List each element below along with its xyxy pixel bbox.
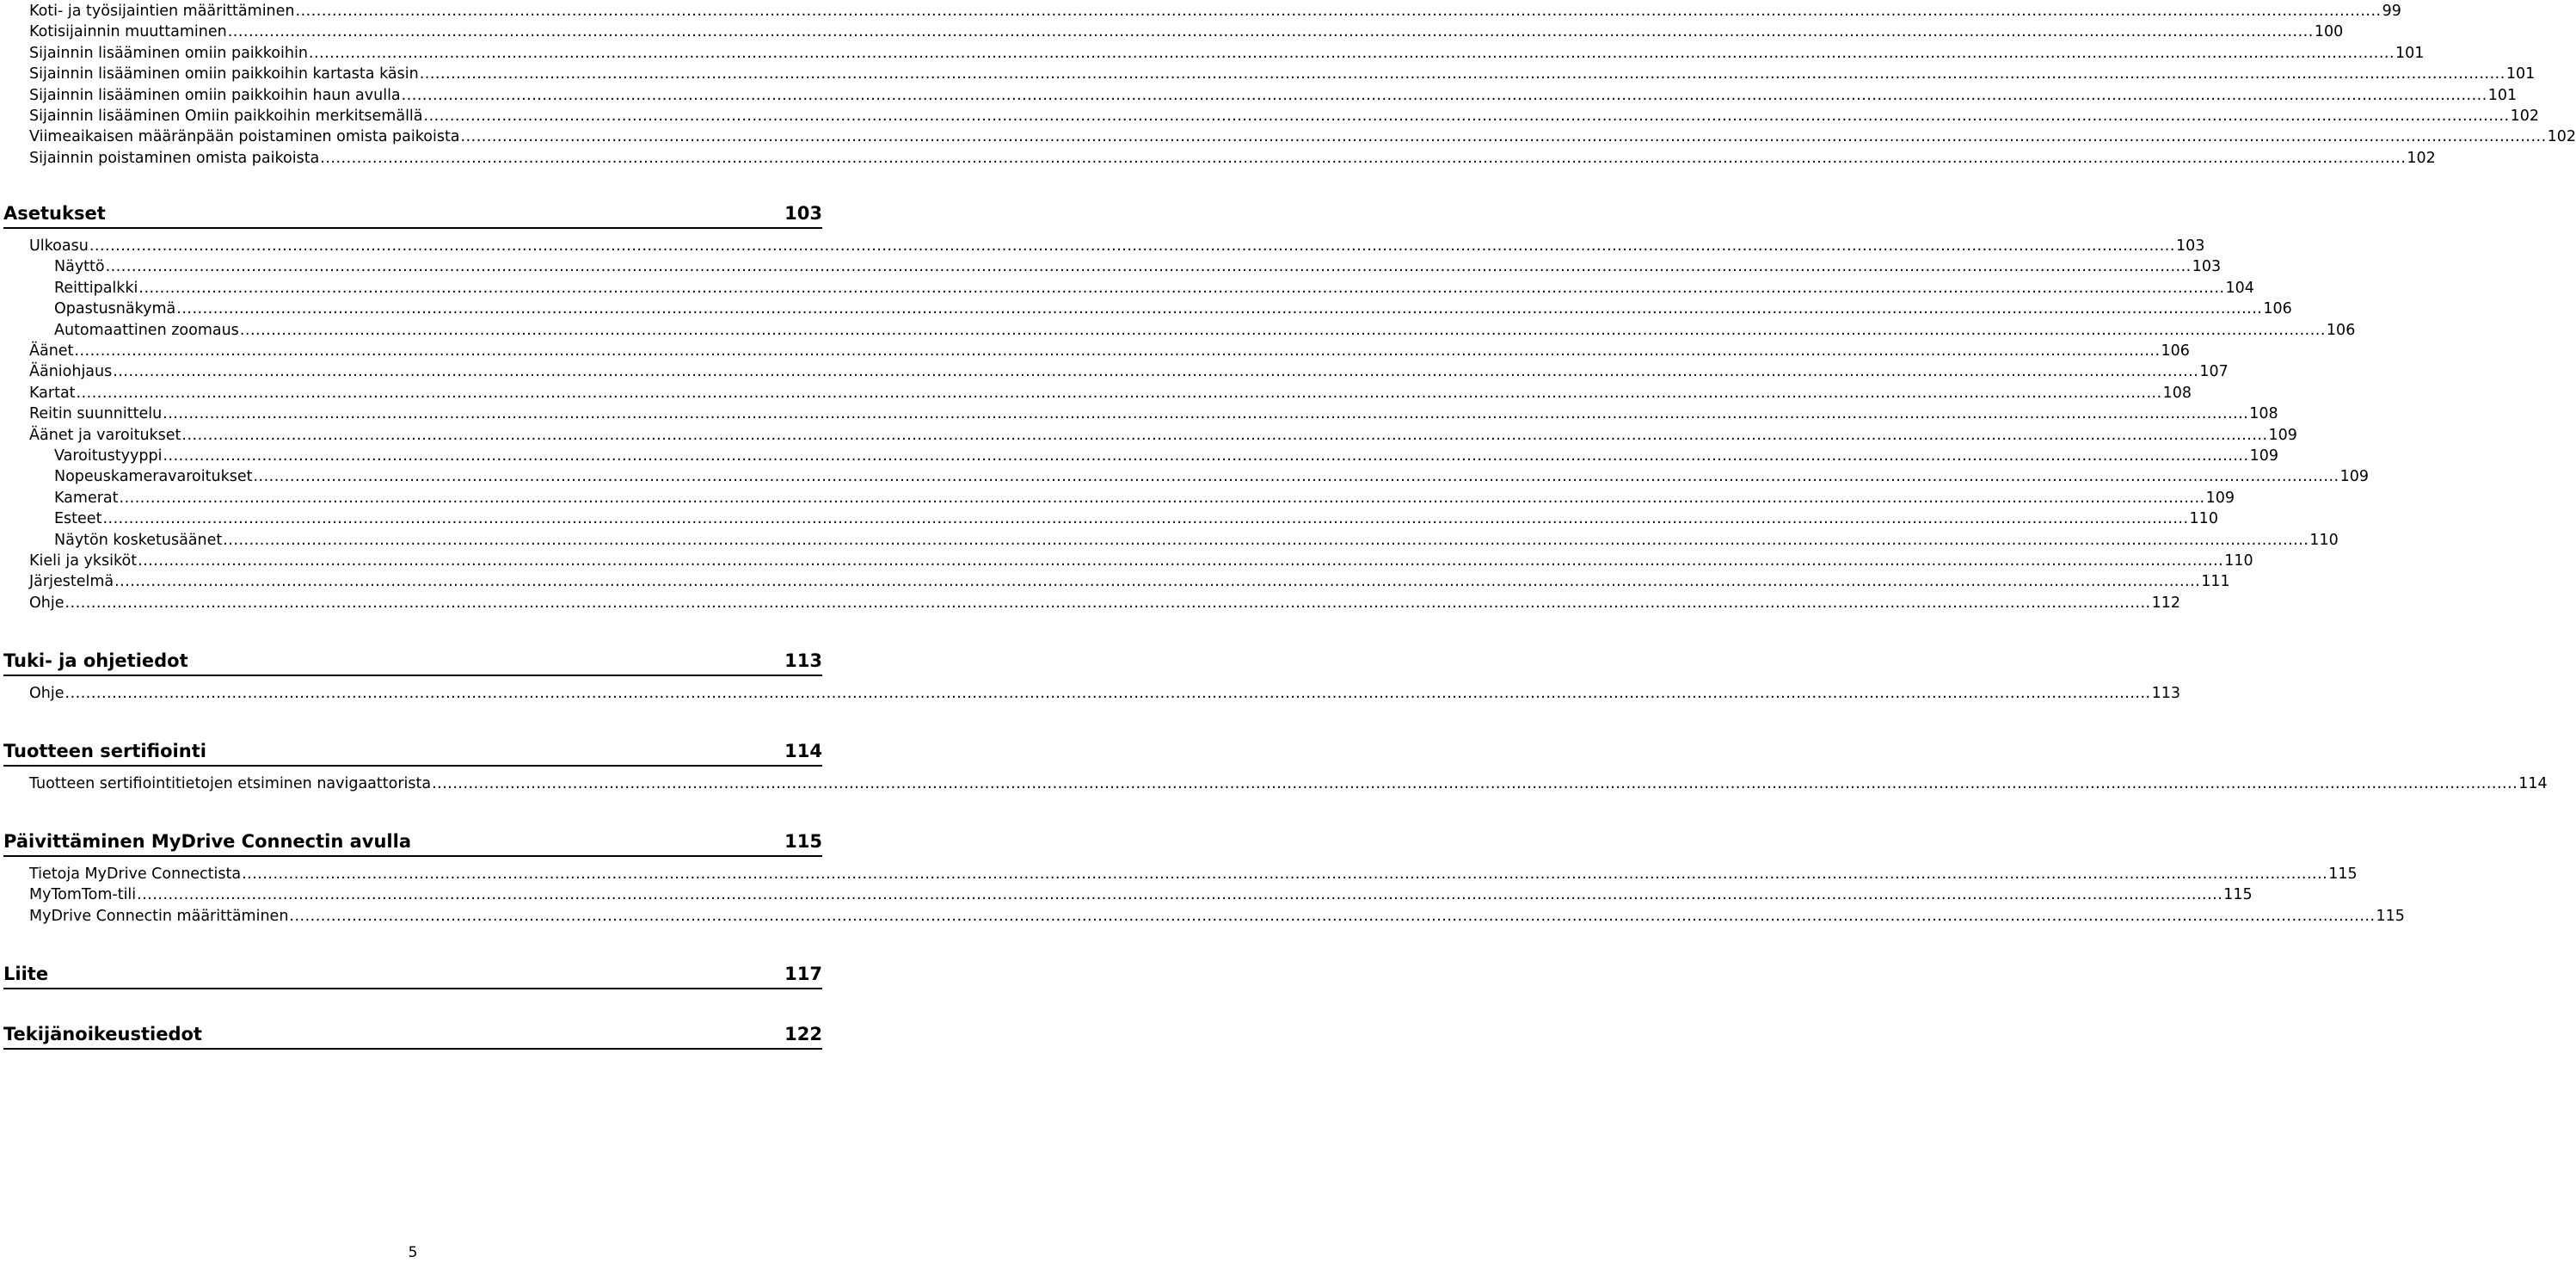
dot-leader: ................................................................................................................................................................................................................................................................................................................................................................................................................ bbox=[163, 447, 2249, 465]
toc-entry[interactable] bbox=[29, 404, 2278, 424]
dot-leader: ................................................................................................................................................................................................................................................................................................................................................................................................................ bbox=[176, 300, 2263, 317]
toc-entry[interactable] bbox=[29, 43, 2425, 64]
toc-entry-title: Sijainnin lisääminen Omiin paikkoihin merkitsemällä bbox=[29, 108, 423, 125]
toc-entry[interactable] bbox=[29, 126, 2576, 147]
toc-entry-page: 100 bbox=[2314, 23, 2344, 40]
toc-entry-title: Koti- ja työsijaintien määrittäminen bbox=[29, 3, 295, 20]
dot-leader: ................................................................................................................................................................................................................................................................................................................................................................................................................ bbox=[113, 363, 2199, 380]
toc-entry-page: 104 bbox=[2225, 280, 2254, 297]
section-title: Liite bbox=[3, 964, 49, 984]
toc-entry-page: 99 bbox=[2382, 3, 2401, 20]
toc-entry[interactable] bbox=[29, 884, 2253, 905]
toc-entry-title: Järjestelmä bbox=[29, 573, 114, 590]
dot-leader: ................................................................................................................................................................................................................................................................................................................................................................................................................ bbox=[223, 532, 2309, 549]
toc-entry[interactable] bbox=[54, 320, 2356, 341]
dot-leader: ................................................................................................................................................................................................................................................................................................................................................................................................................ bbox=[76, 385, 2162, 402]
section-title: Tuotteen sertifiointi bbox=[3, 741, 206, 761]
toc-entry[interactable] bbox=[29, 551, 2253, 571]
toc-entry-page: 110 bbox=[2224, 552, 2253, 570]
toc-entry-title: Ääniohjaus bbox=[29, 363, 113, 380]
toc-entry[interactable] bbox=[29, 683, 2181, 704]
toc-entry-title: Nopeuskameravaroitukset bbox=[54, 468, 253, 485]
dot-leader: ................................................................................................................................................................................................................................................................................................................................................................................................................ bbox=[253, 468, 2339, 485]
toc-entry-title: Esteet bbox=[54, 510, 102, 527]
toc-entry[interactable] bbox=[29, 236, 2205, 256]
toc-entry-title: Sijainnin lisääminen omiin paikkoihin bbox=[29, 45, 308, 62]
toc-entry-page: 108 bbox=[2249, 405, 2278, 422]
toc-entry-title: Näyttö bbox=[54, 258, 105, 275]
dot-leader: ................................................................................................................................................................................................................................................................................................................................................................................................................ bbox=[89, 237, 2175, 255]
dot-leader: ................................................................................................................................................................................................................................................................................................................................................................................................................ bbox=[74, 342, 2161, 360]
dot-leader: ................................................................................................................................................................................................................................................................................................................................................................................................................ bbox=[114, 573, 2201, 590]
dot-leader: ................................................................................................................................................................................................................................................................................................................................................................................................................ bbox=[423, 108, 2510, 125]
dot-leader: ................................................................................................................................................................................................................................................................................................................................................................................................................ bbox=[308, 45, 2395, 62]
toc-entry-page: 107 bbox=[2199, 363, 2229, 380]
toc-entry-page: 103 bbox=[2192, 258, 2222, 275]
toc-entry-page: 110 bbox=[2309, 532, 2339, 549]
toc-entry-title: Ohje bbox=[29, 685, 65, 702]
toc-entry-title: Viimeaikaisen määränpään poistaminen omista paikoista bbox=[29, 128, 460, 145]
toc-entry-title: Reitin suunnittelu bbox=[29, 405, 163, 422]
toc-entry-title: Tuotteen sertifiointitietojen etsiminen navigaattorista bbox=[29, 775, 432, 792]
dot-leader: ................................................................................................................................................................................................................................................................................................................................................................................................................ bbox=[419, 65, 2505, 83]
dot-leader: ................................................................................................................................................................................................................................................................................................................................................................................................................ bbox=[137, 886, 2223, 903]
toc-entry-page: 115 bbox=[2223, 886, 2253, 903]
toc-entry[interactable] bbox=[54, 508, 2218, 529]
section-title: Tuki- ja ohjetiedot bbox=[3, 650, 188, 671]
dot-leader: ................................................................................................................................................................................................................................................................................................................................................................................................................ bbox=[119, 490, 2205, 507]
toc-entry-page: 109 bbox=[2205, 490, 2235, 507]
toc-entry-title: MyDrive Connectin määrittäminen bbox=[29, 908, 289, 925]
dot-leader: ................................................................................................................................................................................................................................................................................................................................................................................................................ bbox=[65, 595, 2151, 612]
toc-entry-page: 113 bbox=[2151, 685, 2181, 702]
toc-entry[interactable] bbox=[54, 488, 2235, 508]
toc-entry[interactable] bbox=[29, 64, 2536, 84]
toc-entry-page: 106 bbox=[2161, 342, 2190, 360]
toc-entry-page: 106 bbox=[2326, 322, 2356, 339]
toc-entry-page: 108 bbox=[2162, 385, 2192, 402]
toc-entry[interactable] bbox=[29, 106, 2540, 126]
section-page: 122 bbox=[784, 1024, 822, 1044]
dot-leader: ................................................................................................................................................................................................................................................................................................................................................................................................................ bbox=[163, 405, 2249, 422]
toc-entry-title: Tietoja MyDrive Connectista bbox=[29, 866, 242, 883]
dot-leader: ................................................................................................................................................................................................................................................................................................................................................................................................................ bbox=[138, 552, 2224, 570]
dot-leader: ................................................................................................................................................................................................................................................................................................................................................................................................................ bbox=[105, 258, 2192, 275]
toc-section-heading[interactable] bbox=[3, 736, 822, 767]
section-page: 117 bbox=[784, 964, 822, 984]
section-page: 115 bbox=[784, 831, 822, 852]
toc-entry[interactable] bbox=[54, 446, 2278, 466]
toc-entry[interactable] bbox=[29, 593, 2181, 613]
toc-section-heading[interactable] bbox=[3, 645, 822, 676]
dot-leader: ................................................................................................................................................................................................................................................................................................................................................................................................................ bbox=[295, 3, 2382, 20]
toc-entry[interactable] bbox=[29, 383, 2192, 404]
toc-entry-page: 115 bbox=[2328, 866, 2358, 883]
toc-entry-page: 109 bbox=[2339, 468, 2369, 485]
toc-entry[interactable] bbox=[29, 148, 2436, 169]
dot-leader: ................................................................................................................................................................................................................................................................................................................................................................................................................ bbox=[65, 685, 2151, 702]
toc-entry-title: Automaattinen zoomaus bbox=[54, 322, 239, 339]
toc-entry-page: 106 bbox=[2263, 300, 2292, 317]
toc-entry-title: Sijainnin lisääminen omiin paikkoihin kartasta käsin bbox=[29, 65, 419, 83]
toc-entry[interactable] bbox=[29, 1, 2401, 22]
toc-entry-page: 102 bbox=[2547, 128, 2576, 145]
toc-entry-page: 102 bbox=[2407, 150, 2436, 167]
toc-entry[interactable] bbox=[29, 22, 2344, 42]
toc-entry[interactable] bbox=[54, 466, 2369, 487]
toc-entry-title: Kotisijainnin muuttaminen bbox=[29, 23, 227, 40]
toc-entry-page: 115 bbox=[2376, 908, 2405, 925]
toc-entry-title: Opastusnäkymä bbox=[54, 300, 176, 317]
toc-entry-page: 101 bbox=[2487, 87, 2518, 104]
toc-entry-title: Ulkoasu bbox=[29, 237, 89, 255]
toc-entry[interactable] bbox=[29, 341, 2190, 361]
toc-entry[interactable] bbox=[54, 299, 2292, 319]
toc-section-heading[interactable] bbox=[3, 1019, 822, 1050]
toc-entry-title: Sijainnin lisääminen omiin paikkoihin haun avulla bbox=[29, 87, 401, 104]
toc-entry-page: 109 bbox=[2268, 427, 2297, 444]
dot-leader: ................................................................................................................................................................................................................................................................................................................................................................................................................ bbox=[181, 427, 2268, 444]
toc-entry[interactable] bbox=[54, 256, 2222, 277]
dot-leader: ................................................................................................................................................................................................................................................................................................................................................................................................................ bbox=[320, 150, 2407, 167]
toc-entry[interactable] bbox=[29, 906, 2405, 927]
toc-entry-title: Näytön kosketusäänet bbox=[54, 532, 223, 549]
dot-leader: ................................................................................................................................................................................................................................................................................................................................................................................................................ bbox=[102, 510, 2189, 527]
toc-entry[interactable] bbox=[54, 530, 2339, 551]
toc-section-heading[interactable] bbox=[3, 958, 822, 989]
toc-entry[interactable] bbox=[29, 425, 2297, 446]
toc-entry-page: 101 bbox=[2505, 65, 2536, 83]
toc-entry-title: Kieli ja yksiköt bbox=[29, 552, 138, 570]
page-number: 5 bbox=[408, 1244, 418, 1261]
section-title: Asetukset bbox=[3, 203, 106, 224]
toc-entry-title: Sijainnin poistaminen omista paikoista bbox=[29, 150, 320, 167]
toc-entry-title: Äänet ja varoitukset bbox=[29, 427, 181, 444]
toc-entry-title: Ohje bbox=[29, 595, 65, 612]
dot-leader: ................................................................................................................................................................................................................................................................................................................................................................................................................ bbox=[289, 908, 2376, 925]
dot-leader: ................................................................................................................................................................................................................................................................................................................................................................................................................ bbox=[242, 866, 2328, 883]
toc-entry[interactable] bbox=[54, 278, 2254, 299]
toc-entry[interactable] bbox=[29, 864, 2358, 884]
toc-entry-page: 109 bbox=[2249, 447, 2278, 465]
toc-entry-page: 102 bbox=[2510, 108, 2540, 125]
toc-entry[interactable] bbox=[29, 361, 2229, 382]
section-title: Tekijänoikeustiedot bbox=[3, 1024, 202, 1044]
section-page: 114 bbox=[784, 741, 822, 761]
section-page: 113 bbox=[784, 650, 822, 671]
section-page: 103 bbox=[784, 203, 822, 224]
toc-entry-title: MyTomTom-tili bbox=[29, 886, 137, 903]
toc-entry-title: Kamerat bbox=[54, 490, 119, 507]
toc-entry-page: 112 bbox=[2151, 595, 2181, 612]
toc-entry[interactable] bbox=[29, 85, 2518, 106]
toc-entry-title: Reittipalkki bbox=[54, 280, 138, 297]
toc-entry-page: 114 bbox=[2518, 775, 2548, 792]
section-title: Päivittäminen MyDrive Connectin avulla bbox=[3, 831, 411, 852]
toc-entry[interactable] bbox=[29, 773, 2548, 794]
toc-entry-page: 103 bbox=[2175, 237, 2205, 255]
toc-entry-page: 111 bbox=[2201, 573, 2230, 590]
dot-leader: ................................................................................................................................................................................................................................................................................................................................................................................................................ bbox=[401, 87, 2487, 104]
dot-leader: ................................................................................................................................................................................................................................................................................................................................................................................................................ bbox=[460, 128, 2547, 145]
toc-section-heading[interactable] bbox=[3, 826, 822, 857]
toc-entry-page: 110 bbox=[2189, 510, 2218, 527]
dot-leader: ................................................................................................................................................................................................................................................................................................................................................................................................................ bbox=[138, 280, 2225, 297]
toc-entry-title: Kartat bbox=[29, 385, 76, 402]
toc-entry[interactable] bbox=[29, 571, 2230, 592]
dot-leader: ................................................................................................................................................................................................................................................................................................................................................................................................................ bbox=[432, 775, 2518, 792]
toc-entry-page: 101 bbox=[2395, 45, 2425, 62]
dot-leader: ................................................................................................................................................................................................................................................................................................................................................................................................................ bbox=[227, 23, 2314, 40]
dot-leader: ................................................................................................................................................................................................................................................................................................................................................................................................................ bbox=[239, 322, 2326, 339]
toc-section-heading[interactable] bbox=[3, 198, 822, 229]
toc-entry-title: Varoitustyyppi bbox=[54, 447, 163, 465]
toc-entry-title: Äänet bbox=[29, 342, 74, 360]
